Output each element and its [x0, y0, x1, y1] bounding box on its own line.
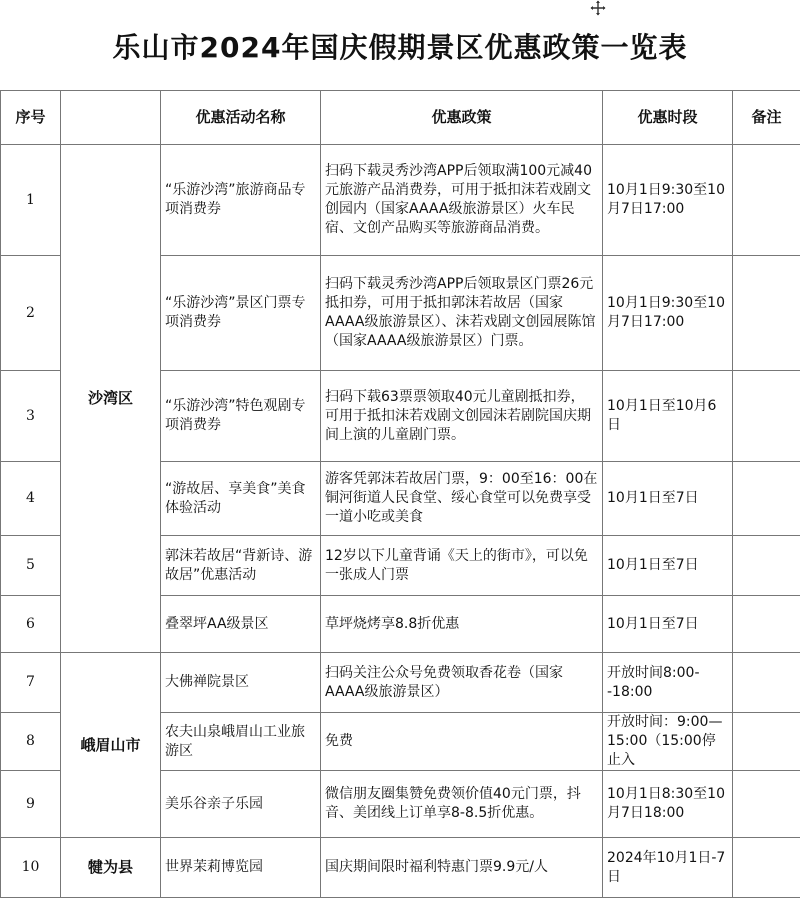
row-number: 7 [1, 653, 61, 713]
note-cell [733, 536, 800, 596]
period-text: 10月1日至7日 [603, 536, 733, 596]
district-cell: 沙湾区 [61, 145, 161, 653]
move-handle-icon[interactable] [590, 0, 606, 16]
activity-name: “乐游沙湾”特色观剧专项消费券 [161, 371, 321, 462]
policy-text: 扫码关注公众号免费领取香花卷（国家AAAA级旅游景区） [321, 653, 603, 713]
table-row [1, 653, 800, 713]
activity-name: 农夫山泉峨眉山工业旅游区 [161, 713, 321, 771]
header-number: 序号 [1, 91, 61, 145]
policy-text: 草坪烧烤享8.8折优惠 [321, 596, 603, 653]
activity-name: 郭沫若故居“背新诗、游故居”优惠活动 [161, 536, 321, 596]
header-policy: 优惠政策 [321, 91, 603, 145]
note-cell [733, 371, 800, 462]
period-text: 10月1日至7日 [603, 462, 733, 536]
district-cell: 犍为县 [61, 838, 161, 898]
activity-name: 美乐谷亲子乐园 [161, 771, 321, 838]
header-activity-name: 优惠活动名称 [161, 91, 321, 145]
policy-text: 扫码下载灵秀沙湾APP后领取满100元减40元旅游产品消费券，可用于抵扣沫若戏剧文创园内（国家AAAA级旅游景区）火车民宿、文创产品购买等旅游商品消费。 [321, 145, 603, 256]
note-cell [733, 653, 800, 713]
note-cell [733, 771, 800, 838]
district-cell: 峨眉山市 [61, 653, 161, 838]
activity-name: “游故居、享美食”美食体验活动 [161, 462, 321, 536]
header-period: 优惠时段 [603, 91, 733, 145]
policy-text: 12岁以下儿童背诵《天上的街市》，可以免一张成人门票 [321, 536, 603, 596]
note-cell [733, 145, 800, 256]
period-text: 10月1日8:30至10月7日18:00 [603, 771, 733, 838]
header-note: 备注 [733, 91, 800, 145]
table-row [1, 838, 800, 898]
period-text: 10月1日9:30至10月7日17:00 [603, 256, 733, 371]
note-cell [733, 713, 800, 771]
activity-name: 大佛禅院景区 [161, 653, 321, 713]
row-number: 3 [1, 371, 61, 462]
policy-text: 扫码下载63票票领取40元儿童剧抵扣券，可用于抵扣沫若戏剧文创园沫若剧院国庆期间上演的儿童剧门票。 [321, 371, 603, 462]
activity-name: “乐游沙湾”景区门票专项消费券 [161, 256, 321, 371]
row-number: 2 [1, 256, 61, 371]
row-number: 10 [1, 838, 61, 898]
activity-name: 叠翠坪AA级景区 [161, 596, 321, 653]
header-district [61, 91, 161, 145]
policy-text: 扫码下载灵秀沙湾APP后领取景区门票26元抵扣券，可用于抵扣郭沫若故居（国家AAAA级旅游景区）、沫若戏剧文创园展陈馆（国家AAAA级旅游景区）门票。 [321, 256, 603, 371]
policy-text: 国庆期间限时福利特惠门票9.9元/人 [321, 838, 603, 898]
discount-policy-table [0, 90, 800, 898]
row-number: 1 [1, 145, 61, 256]
note-cell [733, 838, 800, 898]
policy-text: 微信朋友圈集赞免费领价值40元门票，抖音、美团线上订单享8-8.5折优惠。 [321, 771, 603, 838]
policy-text: 免费 [321, 713, 603, 771]
note-cell [733, 462, 800, 536]
period-text: 开放时间8:00--18:00 [603, 653, 733, 713]
header-row [1, 91, 800, 145]
row-number: 5 [1, 536, 61, 596]
period-text: 开放时间：9:00—15:00（15:00停止入 [603, 713, 733, 771]
table-row [1, 145, 800, 256]
page-title: 乐山市2024年国庆假期景区优惠政策一览表 [112, 31, 688, 64]
activity-name: 世界茉莉博览园 [161, 838, 321, 898]
period-text: 10月1日9:30至10月7日17:00 [603, 145, 733, 256]
period-text: 10月1日至7日 [603, 596, 733, 653]
note-cell [733, 596, 800, 653]
row-number: 6 [1, 596, 61, 653]
row-number: 9 [1, 771, 61, 838]
activity-name: “乐游沙湾”旅游商品专项消费券 [161, 145, 321, 256]
period-text: 2024年10月1日-7日 [603, 838, 733, 898]
row-number: 4 [1, 462, 61, 536]
row-number: 8 [1, 713, 61, 771]
policy-text: 游客凭郭沫若故居门票，9：00至16：00在铜河街道人民食堂、绥心食堂可以免费享受一道小吃或美食 [321, 462, 603, 536]
period-text: 10月1日至10月6日 [603, 371, 733, 462]
note-cell [733, 256, 800, 371]
